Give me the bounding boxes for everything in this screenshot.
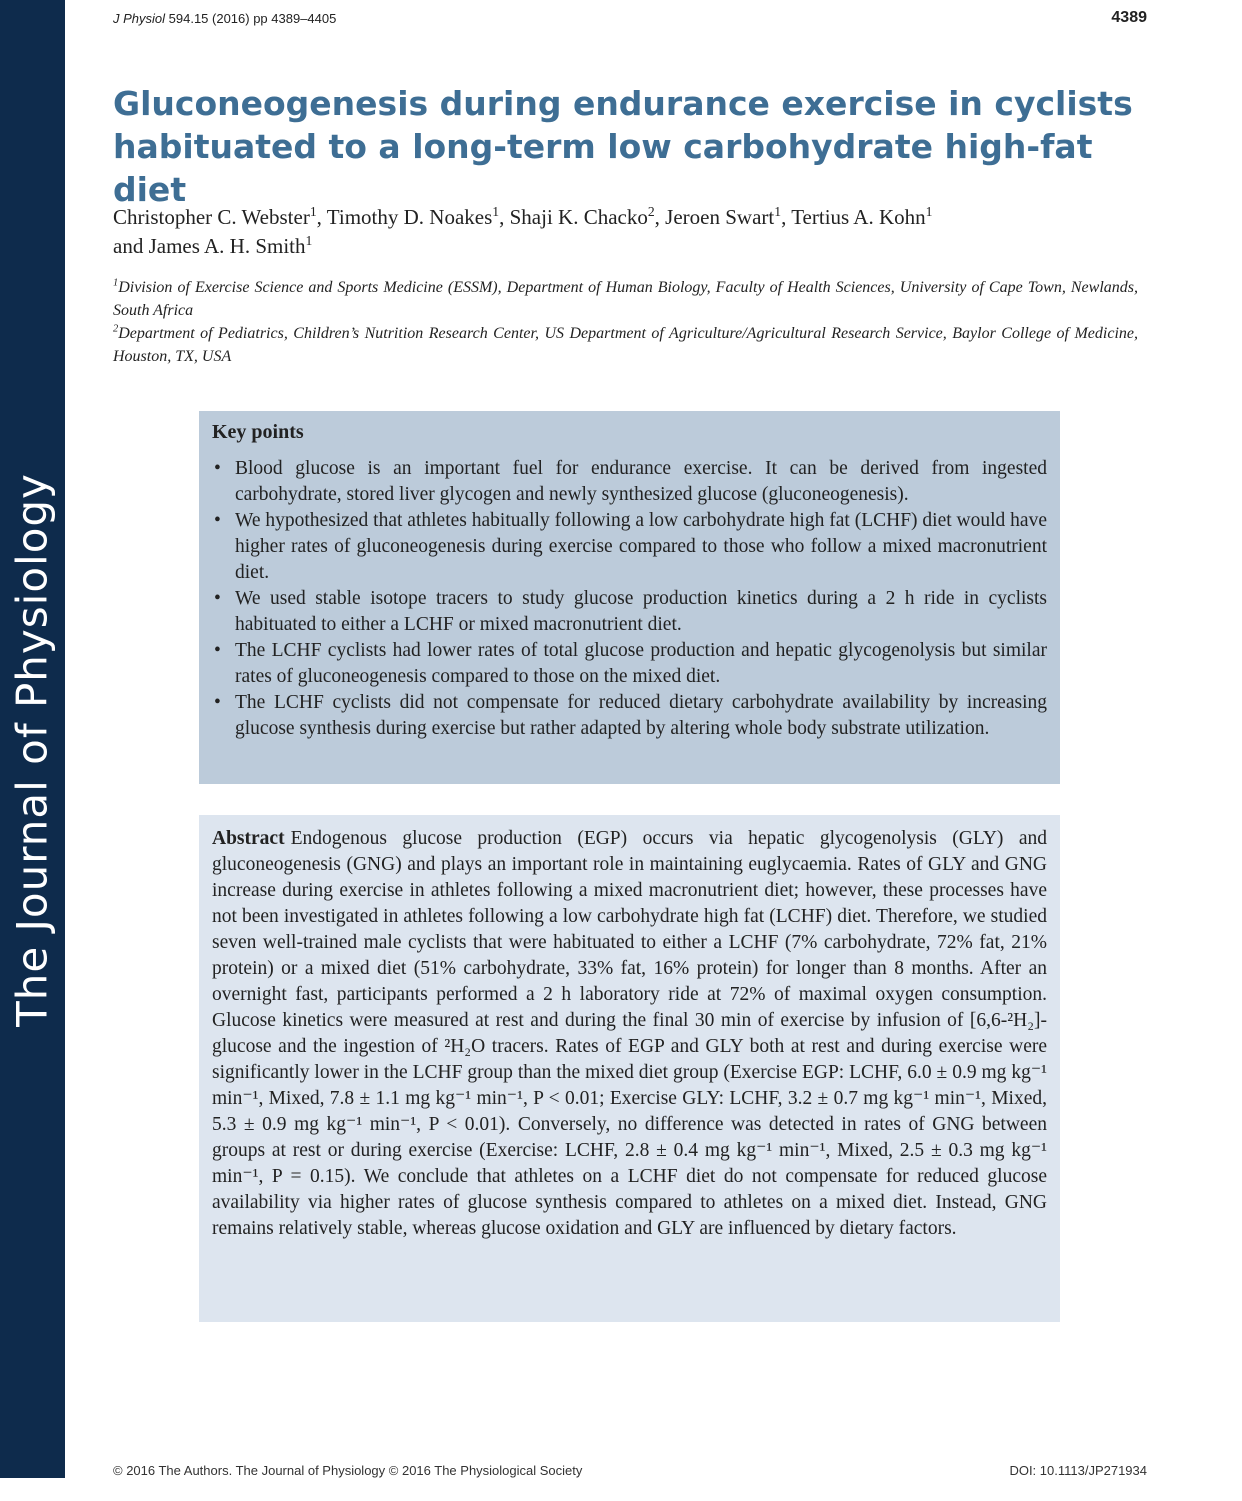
bullet-icon: • (214, 458, 221, 479)
journal-sidebar (0, 0, 65, 1478)
bullet-icon: • (214, 640, 221, 661)
author-list (113, 203, 1143, 261)
abstract-paragraph (212, 826, 1047, 1242)
key-points-title: Key points (212, 421, 304, 443)
citation: 594.15 (2016) pp 4389–4405 (165, 11, 337, 26)
footer-copyright: © 2016 The Authors. The Journal of Physiology © 2016 The Physiological Society (113, 1463, 583, 1478)
key-point: • We hypothesized that athletes habitually following a low carbohydrate high fat (LCHF) diet would have higher rates of gluconeogenesis during exercise compared to those who follow a mixed macronutrient diet. (214, 510, 1047, 583)
key-point: • We used stable isotope tracers to study glucose production kinetics during a 2 h ride in cyclists habituated to either a LCHF or mixed macronutrient diet. (214, 588, 1047, 635)
affiliations (113, 276, 1138, 368)
author: and James A. H. Smith$^1$ (113, 233, 313, 258)
key-point: • The LCHF cyclists had lower rates of total glucose production and hepatic glycogenolysis but similar rates of gluconeogenesis compared to those on the mixed diet. (214, 640, 1047, 687)
journal-abbrev: J Physiol (113, 11, 166, 26)
bullet-icon: • (214, 692, 221, 713)
key-point: • Blood glucose is an important fuel for endurance exercise. It can be derived from ingested carbohydrate, stored liver glycogen and newly synthesized glucose (gluconeogenesis). (214, 458, 1047, 505)
author: Tertius A. Kohn$^1$ (791, 204, 933, 229)
abstract-label: Abstract (212, 828, 285, 849)
key-point: • The LCHF cyclists did not compensate for reduced dietary carbohydrate availability by increasing glucose synthesis during exercise but rather adapted by altering whole body substrate utilization. (214, 692, 1047, 739)
abstract-box (199, 815, 1060, 1322)
author: Jeroen Swart$^1$, (665, 204, 792, 229)
key-points-list (212, 456, 1047, 742)
running-header (113, 11, 336, 26)
abstract-text: Endogenous glucose production (EGP) occurs via hepatic glycogenolysis (GLY) and gluconeogenesis (GNG) and plays an important role in maintaining euglycaemia. Rates of GLY and GNG increase during exercise in athletes following a mixed macronutrient diet; however, these processes have not been investigated in athletes following a low carbohydrate high fat (LCHF) diet. Therefore, we studied seven well-trained male cyclists that were habituated to either a LCHF (7% carbohydrate, 72% fat, 21% protein) or a mixed diet (51% carbohydrate, 33% fat, 16% protein) for longer than 8 months. After an overnight fast, participants performed a 2 h laboratory ride at 72% of maximal oxygen consumption. Glucose kinetics were measured at rest and during the final 30 min of exercise by infusion of [6,6-²H₂]-glucose and the ingestion of ²H₂O tracers. Rates of EGP and GLY both at rest and during exercise were significantly lower in the LCHF group than the mixed diet group (Exercise EGP: LCHF, 6.0 ± 0.9 mg kg⁻¹ min⁻¹, Mixed, 7.8 ± 1.1 mg kg⁻¹ min⁻¹, P < 0.01; Exercise GLY: LCHF, 3.2 ± 0.7 mg kg⁻¹ min⁻¹, Mixed, 5.3 ± 0.9 mg kg⁻¹ min⁻¹, P < 0.01). Conversely, no difference was detected in rates of GNG between groups at rest or during exercise (Exercise: LCHF, 2.8 ± 0.4 mg kg⁻¹ min⁻¹, Mixed, 2.5 ± 0.3 mg kg⁻¹ min⁻¹, P = 0.15). We conclude that athletes on a LCHF diet do not compensate for reduced glucose availability via higher rates of glucose synthesis compared to athletes on a mixed diet. Instead, GNG remains relatively stable, whereas glucose oxidation and GLY are influenced by dietary factors. (212, 828, 1047, 1239)
affiliation: $^2$Department of Pediatrics, Children’s Nutrition Research Center, US Department of Agriculture/Agricultural Research Service, Baylor College of Medicine, Houston, TX, USA (113, 323, 1138, 365)
journal-name-vertical: The Journal of Physiology (7, 473, 57, 1027)
key-points-box (199, 411, 1060, 784)
bullet-icon: • (214, 510, 221, 531)
author: Christopher C. Webster$^1$, (113, 204, 327, 229)
author: Timothy D. Noakes$^1$, (326, 204, 510, 229)
article-title: Gluconeogenesis during endurance exercise in cyclists habituated to a long-term low carbohydrate high-fat diet (113, 84, 1133, 209)
bullet-icon: • (214, 588, 221, 609)
page-number: 4389 (1111, 9, 1147, 26)
author: Shaji K. Chacko$^2$, (509, 204, 666, 229)
affiliation: $^1$Division of Exercise Science and Sports Medicine (ESSM), Department of Human Biology, Faculty of Health Sciences, University of Cape Town, Newlands, South Africa (113, 277, 1138, 319)
footer-doi[interactable]: DOI: 10.1113/JP271934 (1009, 1463, 1147, 1478)
